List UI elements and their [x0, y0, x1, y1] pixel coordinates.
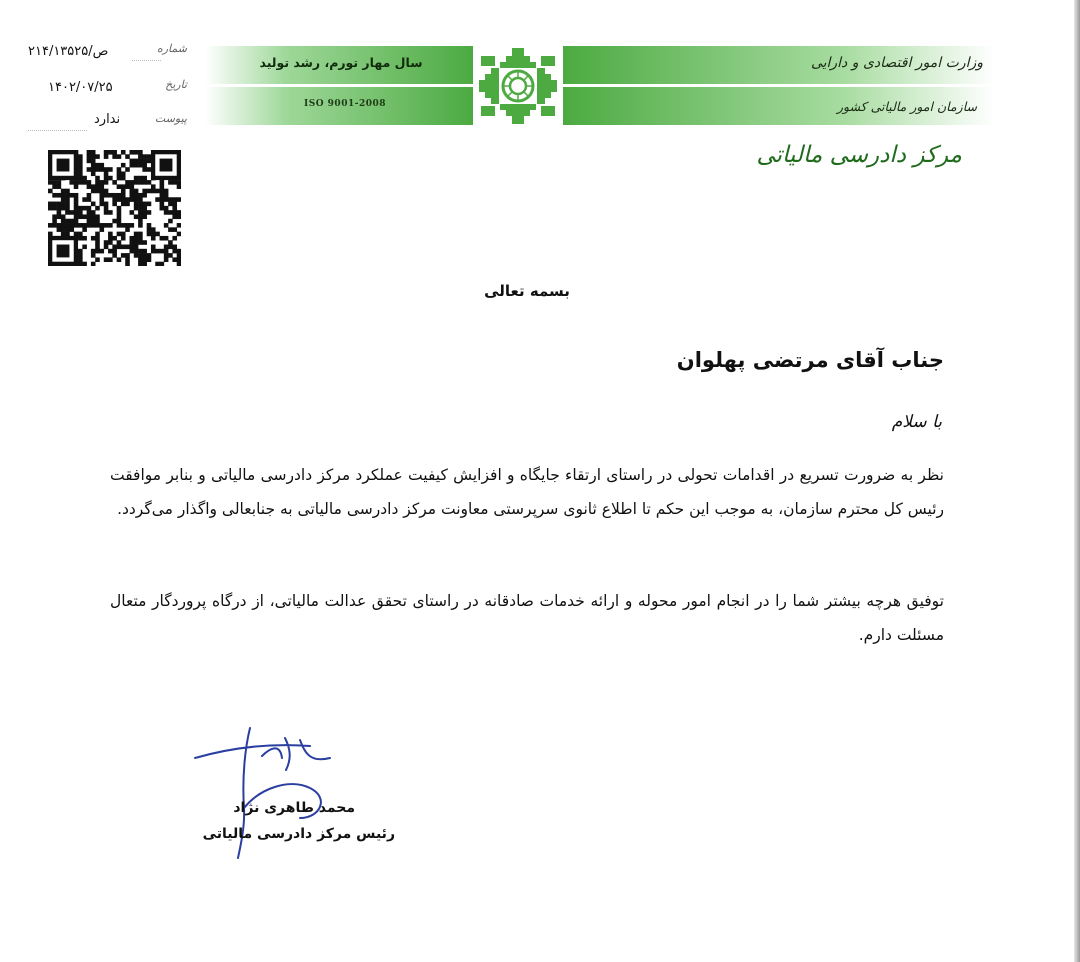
- tax-organization-emblem-icon: [473, 46, 563, 126]
- organization-name: سازمان امور مالیاتی کشور: [837, 99, 977, 114]
- date-label: تاریخ: [165, 78, 187, 91]
- iso-certification: ISO 9001-2008: [303, 99, 386, 109]
- letter-date: ۱۴۰۲/۰۷/۲۵: [48, 80, 113, 95]
- signatory-block: [170, 800, 395, 842]
- letterhead-banner: [205, 46, 995, 126]
- letter-number: ۲۱۴/۱۳۵۲۵/ص: [28, 44, 109, 59]
- recipient: جناب آقای مرتضی پهلوان: [676, 348, 944, 372]
- banner-top-left: [205, 46, 473, 84]
- meta-number-row: [22, 40, 187, 66]
- meta-dotted-line: [132, 60, 161, 61]
- attachment-value: ندارد: [94, 112, 121, 127]
- signatory-name: محمد طاهری نژاد: [233, 800, 355, 816]
- qr-code-icon: [48, 150, 181, 266]
- handwritten-signature-icon: [190, 718, 360, 868]
- greeting: با سلام: [891, 412, 942, 432]
- number-label: شماره: [156, 42, 187, 55]
- banner-bottom-band: [205, 87, 995, 125]
- signatory-title: رئیس مرکز دادرسی مالیاتی: [202, 826, 395, 842]
- invocation: بسمه تعالی: [484, 282, 570, 300]
- banner-bottom-left: [205, 87, 473, 125]
- attachment-label: پیوست: [154, 112, 187, 125]
- paragraph-appointment: نظر به ضرورت تسریع در اقدامات تحولی در راستای ارتقاء جایگاه و افزایش کیفیت عملکرد مرکز دادرسی مالیاتی و بنابر موافقت رئیس کل محترم سازمان، به موجب این حکم تا اطلاع ثانوی سرپرستی معاونت مرکز دادرسی مالیاتی به جنابعالی واگذار می‌گردد.: [110, 466, 944, 518]
- banner-bottom-right: [563, 87, 995, 125]
- year-motto: سال مهار تورم، رشد تولید: [259, 55, 423, 70]
- meta-date-row: [22, 76, 187, 102]
- banner-top-band: [205, 46, 995, 84]
- meta-dotted-line: [28, 130, 87, 131]
- meta-attachment-row: [22, 110, 187, 136]
- paragraph-wishes: توفیق هرچه بیشتر شما را در انجام امور محوله و ارائه خدمات صادقانه در راستای تحقق عدالت مالیاتی، از درگاه پروردگار متعال مسئلت دارم.: [110, 592, 944, 644]
- tax-court-center-title: مرکز دادرسی مالیاتی: [756, 142, 962, 168]
- ministry-name: وزارت امور اقتصادی و دارایی: [810, 55, 983, 71]
- banner-top-right: [563, 46, 995, 84]
- page-edge-shadow: [1074, 0, 1080, 962]
